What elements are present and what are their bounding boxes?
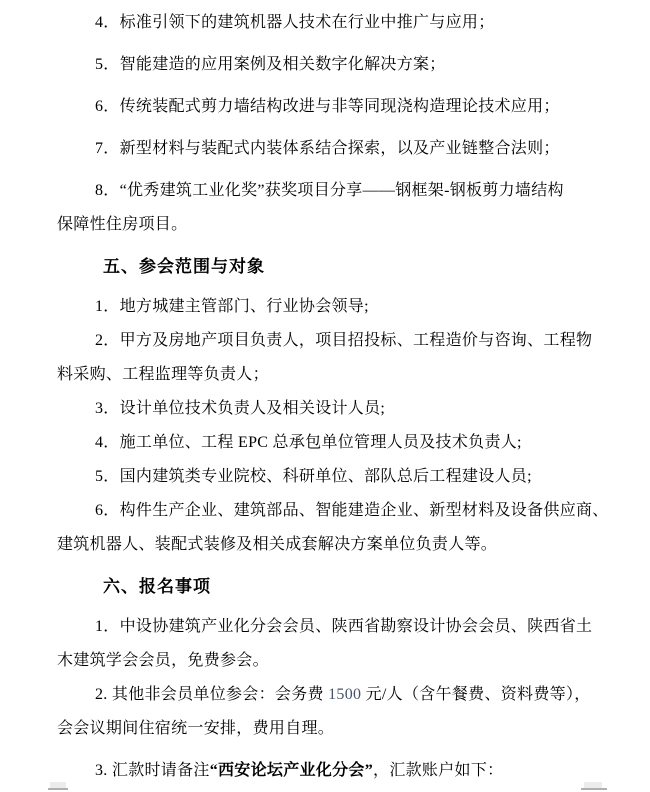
scope-item-2-line-1: 2．甲方及房地产项目负责人，项目招投标、工程造价与咨询、工程物 [95, 332, 593, 349]
section-registration-heading: 六、报名事项 [103, 577, 211, 596]
registration-item-1-line-2: 木建筑学会会员，免费参会。 [57, 652, 269, 669]
scope-item-1: 1．地方城建主管部门、行业协会领导; [95, 298, 369, 315]
agenda-item-8-line-2: 保障性住房项目。 [57, 216, 188, 233]
remittance-note-suffix: ，汇款账户如下： [373, 762, 504, 779]
registration-item-2-line-2: 会会议期间住宿统一安排，费用自理。 [57, 720, 335, 737]
scope-item-3: 3．设计单位技术负责人及相关设计人员; [95, 400, 386, 417]
section-scope-heading: 五、参会范围与对象 [103, 257, 265, 276]
registration-item-3 [57, 754, 602, 788]
agenda-item-4: 4．标准引领下的建筑机器人技术在行业中推广与应用； [95, 14, 495, 31]
table-top-edge-left [48, 788, 68, 790]
conference-fee-amount: 1500 [328, 686, 362, 703]
scope-item-5: 5．国内建筑类专业院校、科研单位、部队总后工程建设人员; [95, 468, 532, 485]
agenda-item-7: 7．新型材料与装配式内装体系结合探索，以及产业链整合法则； [95, 140, 560, 157]
registration-item-2-prefix: 2. 其他非会员单位参会：会务费 [95, 686, 329, 703]
agenda-item-5: 5．智能建造的应用案例及相关数字化解决方案； [95, 56, 446, 73]
registration-item-2-line-1 [57, 678, 602, 712]
registration-item-1-line-1: 1．中设协建筑产业化分会会员、陕西省勘察设计协会会员、陕西省土 [95, 618, 593, 635]
scope-item-6-line-1: 6．构件生产企业、建筑部品、智能建造企业、新型材料及设备供应商、 [95, 502, 609, 519]
remittance-note-prefix: 3. 汇款时请备注 [95, 762, 210, 779]
scope-item-2-line-2: 料采购、工程监理等负责人； [57, 366, 269, 383]
table-top-edge-right [581, 788, 607, 790]
agenda-item-8-line-1: 8．“优秀建筑工业化奖”获奖项目分享——钢框架-钢板剪力墙结构 [95, 182, 564, 199]
scope-item-6-line-2: 建筑机器人、装配式装修及相关成套解决方案单位负责人等。 [57, 536, 498, 553]
remittance-note-bold: “西安论坛产业化分会” [209, 762, 374, 779]
registration-item-2-suffix: 元/人（含午餐费、资料费等）， [361, 686, 591, 703]
agenda-item-6: 6．传统装配式剪力墙结构改进与非等同现浇构造理论技术应用； [95, 98, 560, 115]
scope-item-4: 4．施工单位、工程 EPC 总承包单位管理人员及技术负责人; [95, 434, 522, 451]
